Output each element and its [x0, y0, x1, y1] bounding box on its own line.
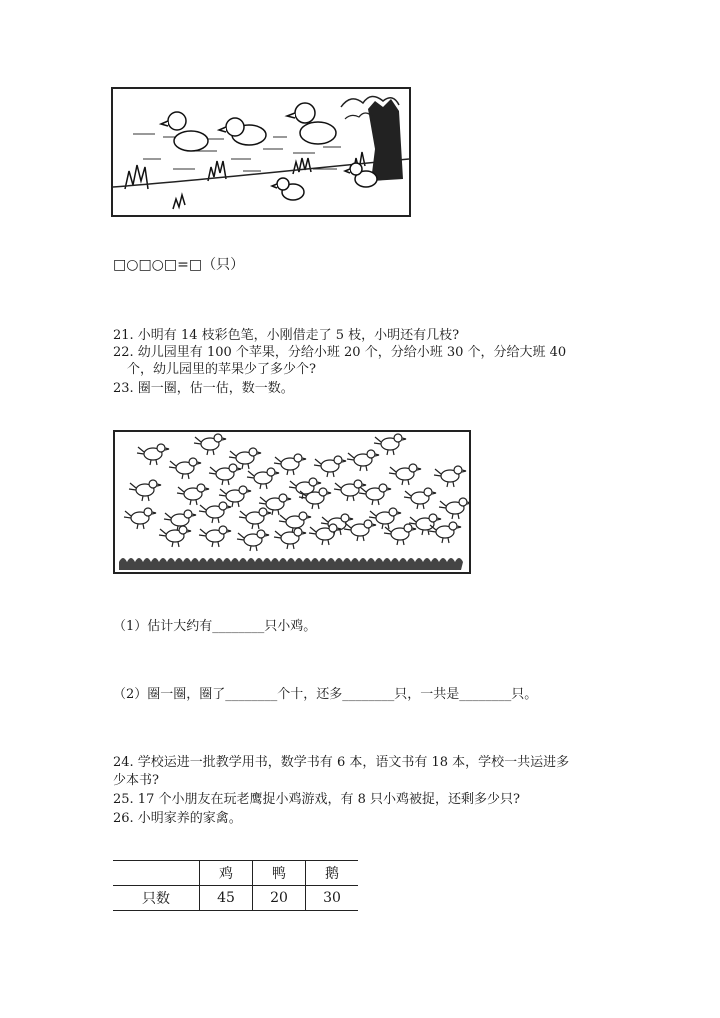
chick-icon	[274, 454, 306, 475]
duck-icon	[219, 118, 266, 145]
question-25: 25. 17 个小朋友在玩老鹰捉小鸡游戏，有 8 只小鸡被捉，还剩多少只?	[113, 792, 520, 807]
chick-icon	[209, 464, 241, 485]
table-header-empty	[113, 861, 200, 886]
chicks-illustration	[113, 430, 471, 574]
duck-icon	[287, 103, 336, 144]
chick-icon	[129, 480, 161, 501]
chick-icon	[239, 508, 271, 529]
chick-icon	[434, 466, 466, 487]
chick-icon	[169, 458, 201, 479]
ducks-equation: □○□○□=□（只）	[113, 257, 245, 273]
ground-grass	[119, 558, 463, 570]
question-21: 21. 小明有 14 枝彩色笔，小刚借走了 5 枝，小明还有几枝?	[113, 328, 460, 343]
chick-icon	[199, 502, 231, 523]
ducks-scene	[113, 89, 409, 215]
table-cell-chicken: 45	[200, 886, 253, 911]
chick-icon	[309, 524, 341, 545]
duck-icon	[161, 112, 208, 151]
duckling-icon	[272, 178, 304, 200]
chick-icon	[274, 528, 306, 549]
poultry-table	[113, 860, 358, 911]
question-22-line-2: 个，幼儿园里的苹果少了多少个?	[127, 362, 316, 377]
question-24-line-2: 少本书?	[113, 773, 159, 788]
chick-icon	[404, 488, 436, 509]
chick-icon	[374, 434, 406, 455]
table-cell-goose: 30	[306, 886, 359, 911]
duckling-icon	[345, 163, 377, 187]
table-row-label: 只数	[142, 891, 170, 907]
question-22-line-1: 22. 幼儿园里有 100 个苹果，分给小班 20 个，分给小班 30 个，分给大班 40	[113, 345, 567, 360]
chick-icon	[194, 434, 226, 455]
grass	[125, 152, 365, 209]
chick-icon	[314, 456, 346, 477]
chick-icon	[137, 444, 169, 465]
question-23-part-2: （2）圈一圈，圈了________个十，还多________只，一共是________只。	[113, 687, 538, 702]
chicks-scene	[115, 432, 469, 572]
chick-icon	[199, 526, 231, 547]
table-row	[113, 886, 358, 911]
chick-group	[124, 434, 469, 551]
chick-icon	[159, 526, 191, 547]
table-header-goose: 鹅	[306, 861, 359, 886]
table-header-chicken: 鸡	[200, 861, 253, 886]
chick-icon	[237, 530, 269, 551]
chick-icon	[334, 480, 366, 501]
question-23: 23. 圈一圈，估一估，数一数。	[113, 381, 294, 396]
ducks-illustration	[111, 87, 411, 217]
question-23-part-1: （1）估计大约有________只小鸡。	[113, 619, 317, 634]
chick-icon	[247, 468, 279, 489]
table-header-row	[113, 861, 358, 886]
chick-icon	[389, 464, 421, 485]
chick-icon	[347, 450, 379, 471]
question-26: 26. 小明家养的家禽。	[113, 811, 242, 826]
table-header-duck: 鸭	[253, 861, 306, 886]
chick-icon	[439, 498, 469, 519]
question-24-line-1: 24. 学校运进一批教学用书，数学书有 6 本，语文书有 18 本，学校一共运进多	[113, 755, 570, 770]
table-cell-duck: 20	[253, 886, 306, 911]
chick-icon	[344, 520, 376, 541]
chick-icon	[124, 508, 156, 529]
chick-icon	[177, 484, 209, 505]
chick-icon	[359, 484, 391, 505]
